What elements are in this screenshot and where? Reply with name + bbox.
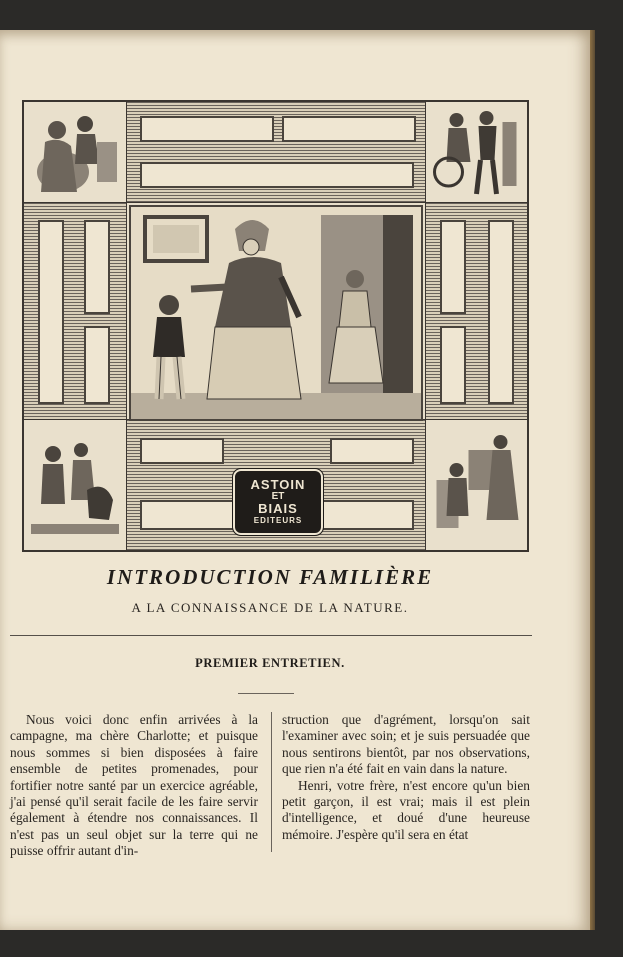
- paragraph: struction que d'agrément, lorsqu'on sait l'examiner avec soin; et je suis persuadée que nous sentirons bientôt, par nos observations, que rien n'a été fait en vain dans la nature.: [282, 712, 530, 777]
- paragraph: Henri, votre frère, n'est encore qu'un bien petit garçon, il est vrai; mais il est plein d'intelligence, et doué d'une heureuse mémoire. J'espère qu'il sera en état: [282, 777, 530, 842]
- vignette-bottom-left: [23, 419, 127, 551]
- frame-band-left: [23, 201, 127, 421]
- vignette-top-right: [425, 101, 528, 203]
- stamp-line-3: BIAIS: [258, 501, 298, 516]
- chapter-title: PREMIER ENTRETIEN.: [195, 656, 345, 670]
- frame-band-top: [125, 101, 427, 203]
- text-column-right: [282, 712, 530, 843]
- stamp-line-2: ET: [271, 491, 285, 502]
- book-subtitle: A LA CONNAISSANCE DE LA NATURE.: [131, 600, 409, 615]
- chapter-rule: [238, 693, 294, 694]
- vignette-bottom-right: [425, 419, 528, 551]
- book-page: [0, 30, 590, 930]
- column-divider: [271, 712, 272, 852]
- book-title: INTRODUCTION FAMILIÈRE: [106, 565, 434, 589]
- title-rule: [10, 635, 532, 636]
- publisher-stamp: [233, 469, 323, 535]
- engraved-frontispiece: [22, 100, 529, 552]
- vignette-top-left: [23, 101, 127, 203]
- center-illustration: [129, 205, 423, 421]
- stamp-line-1: ASTOIN: [250, 477, 306, 492]
- text-column-left: [10, 712, 258, 860]
- stamp-line-4: EDITEURS: [253, 516, 303, 525]
- frame-band-right: [425, 201, 528, 421]
- paragraph: Nous voici donc enfin arrivées à la campagne, ma chère Charlotte; et puisque nous sommes si bien disposées à faire ensemble de petites promenades, pour fortifier notre santé par un exercice agréable, j'ai pensé qu'il serait facile de les faire servir également à étendre nos connaissances. Il n'est pas un seul objet sur la terre qui ne puisse offrir autant d'in-: [10, 712, 258, 859]
